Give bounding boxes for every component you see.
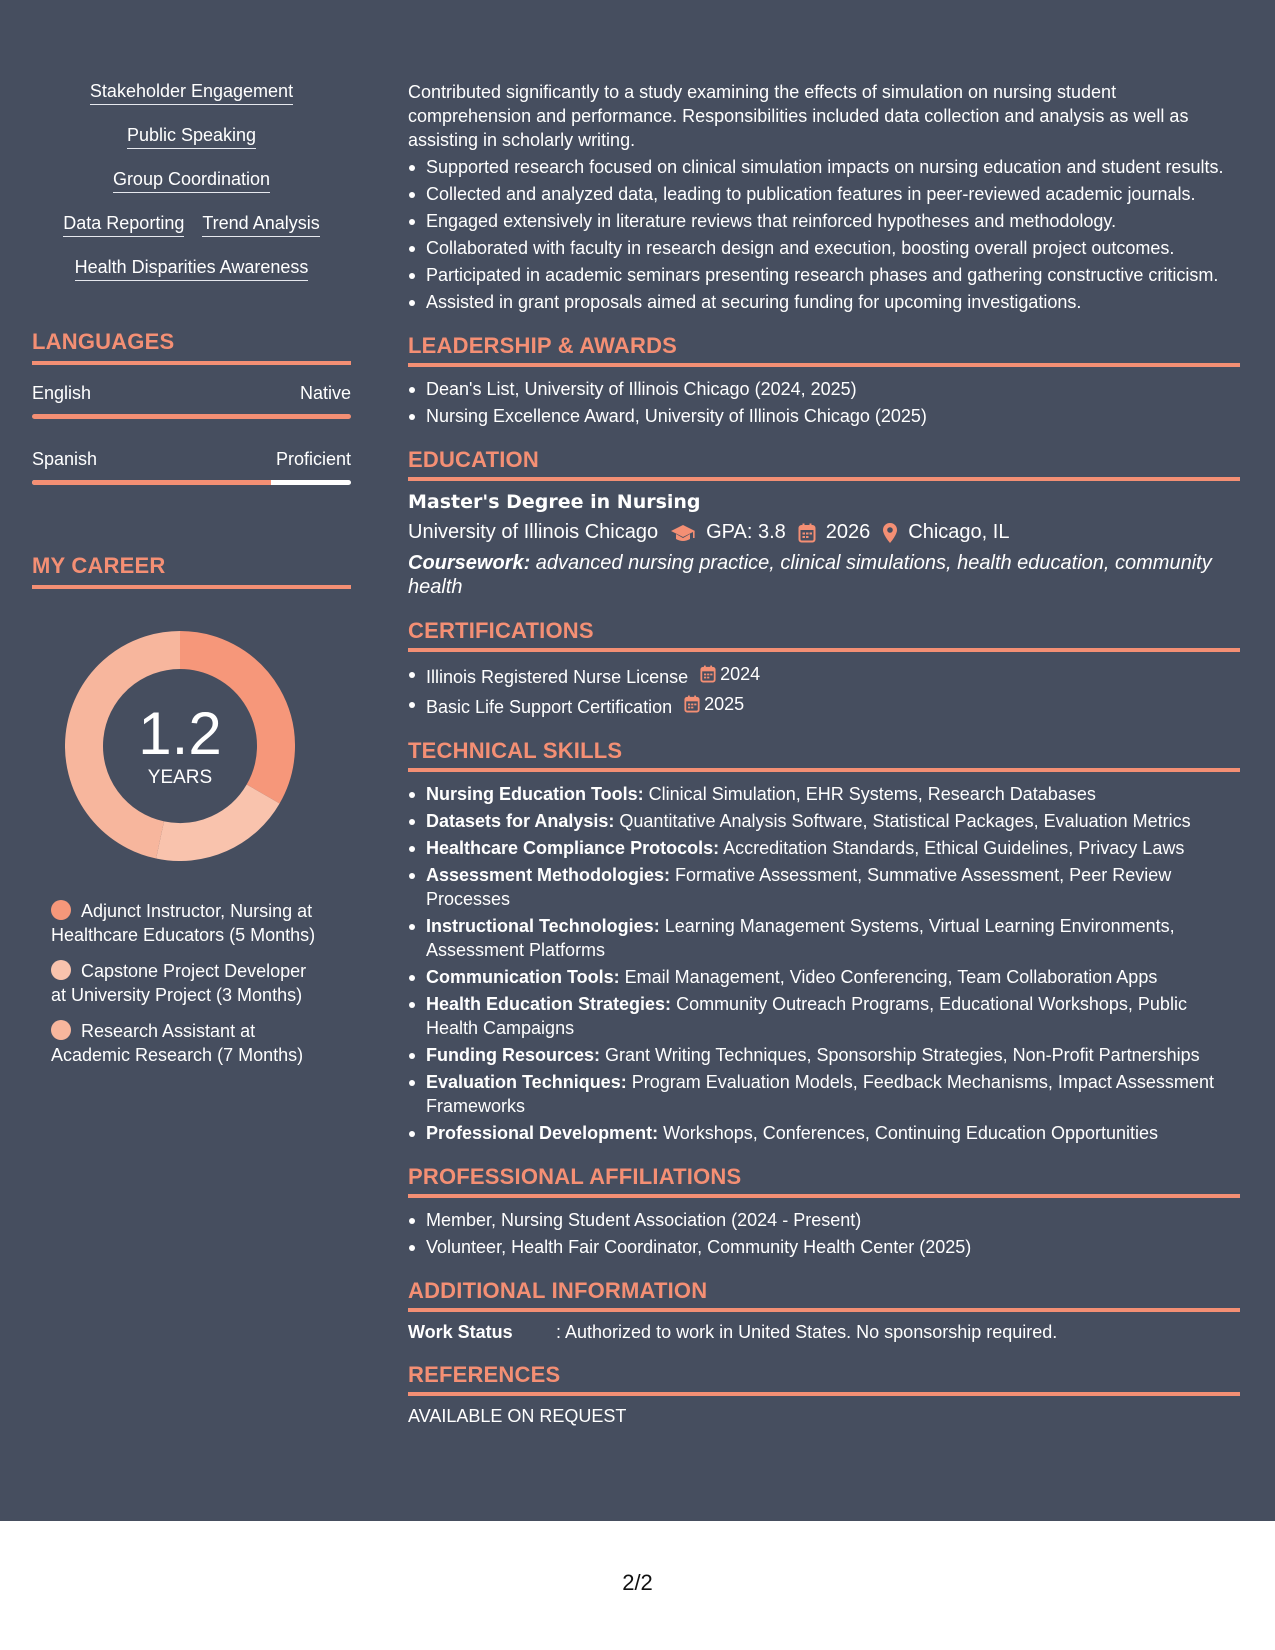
list-item [408,1121,1240,1145]
skill-category: Health Education Strategies: [426,994,672,1014]
certification-name: Basic Life Support Certification [426,697,673,717]
language-bar-fill [32,414,351,419]
list-item: Supported research focused on clinical simulation impacts on nursing education and student results. [408,155,1240,179]
language-item [32,449,351,485]
list-item [408,1070,1240,1118]
list-item: Collected and analyzed data, leading to publication features in peer-reviewed academic journals. [408,182,1240,206]
affiliations-section [408,1164,1240,1259]
career-legend-item [32,899,322,947]
list-item [408,662,1240,689]
calendar-icon [700,665,716,683]
skill-row [32,124,351,149]
career-donut-chart [65,631,295,861]
skill-detail: Quantitative Analysis Software, Statistical Packages, Evaluation Metrics [614,811,1191,831]
skill-detail: Email Management, Video Conferencing, Team Collaboration Apps [619,967,1158,987]
skill-detail: Grant Writing Techniques, Sponsorship Strategies, Non-Profit Partnerships [600,1045,1200,1065]
skill-detail: Community Outreach Programs, Educational Workshops, Public Health Campaigns [426,994,1187,1038]
certifications-section [408,618,1240,719]
career-legend [32,899,351,1067]
skill-row [32,212,351,237]
certification-name: Illinois Registered Nurse License [426,667,689,687]
career-legend-label: Capstone Project Developer at University Project (3 Months) [51,961,307,1005]
calendar-icon [684,695,700,713]
career-legend-item [32,1019,322,1067]
language-bar [32,480,351,485]
skill-tag: Trend Analysis [202,212,319,237]
education-location: Chicago, IL [908,521,1010,543]
language-level: Native [299,383,351,403]
research-description: Contributed significantly to a study examining the effects of simulation on nursing student comprehension and performance. Responsibilities included data collection and analysis as well as assisting in scholarly writing. [408,82,1189,150]
graduation-year: 2026 [825,521,871,543]
career-title: MY CAREER [32,553,351,589]
coursework [408,551,1240,599]
list-item [408,1043,1240,1067]
career-section [32,553,351,1067]
awards-title: LEADERSHIP & AWARDS [408,333,1240,367]
skill-row [32,256,351,281]
skill-category: Instructional Technologies: [426,916,660,936]
language-bar-fill [32,480,271,485]
language-item [32,383,351,419]
skill-detail: Program Evaluation Models, Feedback Mechanisms, Impact Assessment Frameworks [426,1072,1214,1116]
list-item: Assisted in grant proposals aimed at securing funding for upcoming investigations. [408,290,1240,314]
skills-tags [32,80,351,281]
list-item [408,863,1240,911]
skill-category: Datasets for Analysis: [426,811,615,831]
certifications-title: CERTIFICATIONS [408,618,1240,652]
list-item: Participated in academic seminars presenting research phases and gathering constructive criticism. [408,263,1240,287]
skill-category: Healthcare Compliance Protocols: [426,838,720,858]
skill-row [32,168,351,193]
language-bar [32,414,351,419]
work-status-row [408,1322,1240,1343]
list-item: Collaborated with faculty in research design and execution, boosting overall project outcomes. [408,236,1240,260]
coursework-text: advanced nursing practice, clinical simulations, health education, community health [408,552,1212,598]
affiliations-title: PROFESSIONAL AFFILIATIONS [408,1164,1240,1198]
skill-category: Assessment Methodologies: [426,865,671,885]
skill-category: Nursing Education Tools: [426,784,644,804]
right-column [408,80,1240,1427]
references-text: AVAILABLE ON REQUEST [408,1406,627,1426]
research-entry [408,80,1240,314]
language-name: English [32,383,92,403]
certification-year: 2025 [704,694,745,714]
awards-section [408,333,1240,428]
list-item [408,992,1240,1040]
language-level: Proficient [275,449,351,469]
languages-title: LANGUAGES [32,329,351,365]
skill-row [32,80,351,105]
certification-year: 2024 [720,664,761,684]
list-item: Engaged extensively in literature reviews that reinforced hypotheses and methodology. [408,209,1240,233]
list-item: Member, Nursing Student Association (2024 - Present) [408,1208,1240,1232]
skill-detail: Accreditation Standards, Ethical Guidelines, Privacy Laws [719,838,1185,858]
legend-dot-icon [51,960,71,980]
technical-skills-title: TECHNICAL SKILLS [408,738,1240,772]
list-item: Nursing Excellence Award, University of Illinois Chicago (2025) [408,404,1240,428]
career-total-value: 1.2 [138,700,222,767]
page-number: 2/2 [622,1570,653,1595]
skill-category: Professional Development: [426,1123,659,1143]
skill-category: Communication Tools: [426,967,620,987]
career-legend-label: Research Assistant at Academic Research (7 Months) [51,1021,304,1065]
degree-title: Master's Degree in Nursing [408,491,701,513]
work-status-label: Work Status [408,1322,513,1342]
education-title: EDUCATION [408,447,1240,481]
list-item [408,914,1240,962]
skill-detail: Formative Assessment, Summative Assessment, Peer Review Processes [426,865,1172,909]
list-item [408,836,1240,860]
skill-category: Evaluation Techniques: [426,1072,627,1092]
legend-dot-icon [51,900,71,920]
research-bullets [408,155,1240,314]
list-item [408,965,1240,989]
additional-info-section [408,1278,1240,1343]
skill-tag: Public Speaking [127,124,256,149]
graduation-cap-icon [670,523,696,543]
skill-tag: Stakeholder Engagement [90,80,293,105]
list-item: Volunteer, Health Fair Coordinator, Community Health Center (2025) [408,1235,1240,1259]
work-status-value: : Authorized to work in United States. No sponsorship required. [556,1322,1058,1342]
career-legend-label: Adjunct Instructor, Nursing at Healthcare Educators (5 Months) [51,901,316,945]
gpa: GPA: 3.8 [706,521,786,543]
skill-tag: Data Reporting [63,212,184,237]
degree-meta [408,521,1240,544]
skill-tag: Group Coordination [113,168,270,193]
skill-tag: Health Disparities Awareness [75,256,309,281]
skill-detail: Workshops, Conferences, Continuing Education Opportunities [658,1123,1159,1143]
school-name: University of Illinois Chicago [408,521,659,543]
skill-detail: Clinical Simulation, EHR Systems, Research Databases [643,784,1096,804]
coursework-label: Coursework: [408,552,531,574]
skill-detail: Learning Management Systems, Virtual Learning Environments, Assessment Platforms [426,916,1175,960]
list-item [408,809,1240,833]
calendar-icon [798,523,816,543]
list-item [408,782,1240,806]
left-column [32,80,351,1079]
list-item: Dean's List, University of Illinois Chicago (2024, 2025) [408,377,1240,401]
skill-category: Funding Resources: [426,1045,601,1065]
list-item [408,692,1240,719]
additional-info-title: ADDITIONAL INFORMATION [408,1278,1240,1312]
languages-section [32,329,351,485]
education-section [408,447,1240,599]
legend-dot-icon [51,1020,71,1040]
references-title: REFERENCES [408,1362,1240,1396]
career-legend-item [32,959,322,1007]
location-pin-icon [882,522,898,544]
references-section [408,1362,1240,1427]
career-total-unit: YEARS [147,767,213,788]
technical-skills-section [408,738,1240,1145]
language-name: Spanish [32,449,98,469]
